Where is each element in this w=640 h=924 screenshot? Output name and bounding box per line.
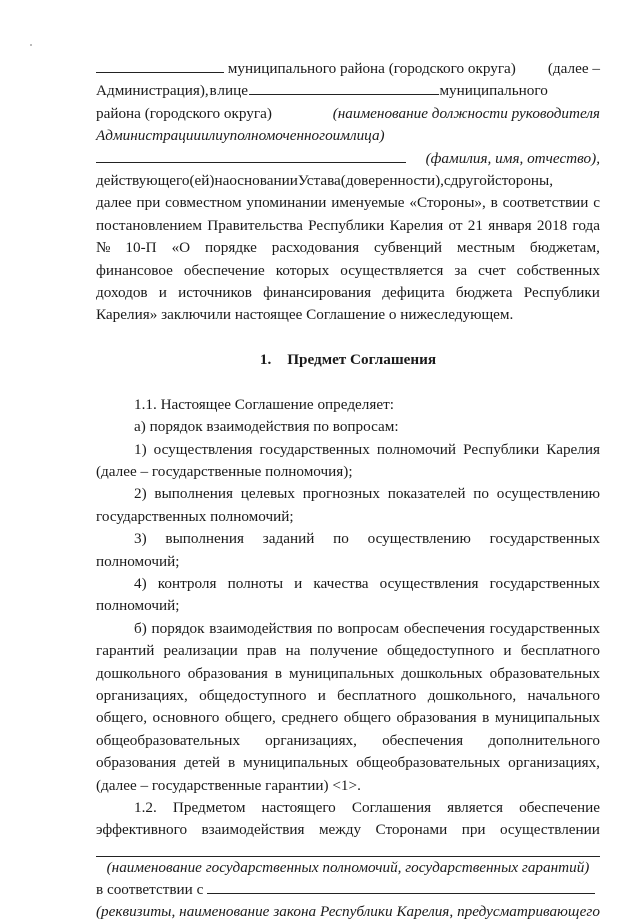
intro-line-3: района (городского округа) (наименование должности руководителя xyxy=(96,104,600,122)
item-2: 2) выполнения целевых прогнозных показателей по осуществлению xyxy=(134,485,600,503)
section-heading xyxy=(96,349,600,371)
item-3: 3) выполнения заданий по осуществлению государственных xyxy=(134,530,600,548)
clause-b-cont-7: (далее – государственные гарантии) <1>. xyxy=(96,776,361,794)
intro-line-10: финансовое обеспечение которых осуществляется за счет собственных xyxy=(96,261,600,279)
clause-b-cont-2: дошкольного образования в муниципальных дошкольных образовательных xyxy=(96,664,600,682)
scan-dot xyxy=(30,44,32,46)
blank-field xyxy=(96,58,224,73)
item-3-cont: полномочий; xyxy=(96,552,180,570)
clause-a: а) порядок взаимодействия по вопросам: xyxy=(134,418,399,436)
clause-b-cont-6: образования детей в муниципальных общеобразовательных организациях, xyxy=(96,754,600,772)
intro-line-12: Карелия» заключили настоящее Соглашение о нижеследующем. xyxy=(96,306,514,324)
intro-line-8: постановлением Правительства Республики Карелия от 21 января 2018 года xyxy=(96,216,600,234)
blank-field xyxy=(96,148,406,163)
clause-b-cont-4: общего, основного общего, среднего общего образования в муниципальных xyxy=(96,709,600,727)
intro-line-6: действующего (ей) на основании Устава (доверенности), с другой стороны, xyxy=(96,171,554,189)
section-title: Предмет Соглашения xyxy=(287,351,437,369)
item-4: 4) контроля полноты и качества осуществления государственных xyxy=(134,574,600,592)
in-accordance-line: в соответствии с xyxy=(96,879,600,901)
blank-field xyxy=(207,879,595,894)
clause-1-2: 1.2. Предметом настоящего Соглашения является обеспечение xyxy=(134,798,600,816)
agreement-text xyxy=(96,58,600,924)
clause-b-cont-3: организациях, общедоступного и бесплатного дошкольного, начального xyxy=(96,686,600,704)
intro-line-4: Администрации или уполномоченного им лица) xyxy=(96,127,385,145)
field-caption-powers: (наименование государственных полномочий, государственных гарантий) xyxy=(106,858,590,876)
section-number: 1. xyxy=(259,351,272,369)
clause-b-cont-5: общеобразовательных организациях, обеспечения дополнительного xyxy=(96,731,600,749)
clause-b-cont-1: гарантий реализации прав на получение общедоступного и бесплатного xyxy=(96,642,600,660)
intro-line-11: доходов и источников финансирования дефицита бюджета Республики xyxy=(96,283,600,301)
intro-line-5: (фамилия, имя, отчество), xyxy=(96,148,600,170)
clause-1-2-cont: эффективного взаимодействия между Сторонами при осуществлении xyxy=(96,821,600,839)
item-2-cont: государственных полномочий; xyxy=(96,507,294,525)
blank-field xyxy=(249,80,439,95)
intro-line-9: № 10-П «О порядке расходования субвенций местным бюджетам, xyxy=(96,239,600,257)
item-4-cont: полномочий; xyxy=(96,597,180,615)
intro-line-1: муниципального района (городского округа) (далее – xyxy=(96,58,600,80)
intro-line-2: Администрация), в лице муниципального xyxy=(96,82,548,100)
blank-line xyxy=(96,842,600,857)
clause-b: б) порядок взаимодействия по вопросам обеспечения государственных xyxy=(134,619,600,637)
clause-1-1: 1.1. Настоящее Соглашение определяет: xyxy=(134,395,394,413)
field-caption-law: (реквизиты, наименование закона Республики Карелия, предусматривающего xyxy=(96,903,600,921)
item-1-cont: (далее – государственные полномочия); xyxy=(96,463,353,481)
intro-line-7: далее при совместном упоминании именуемые «Стороны», в соответствии с xyxy=(96,194,600,212)
item-1: 1) осуществления государственных полномочий Республики Карелия xyxy=(134,440,600,458)
